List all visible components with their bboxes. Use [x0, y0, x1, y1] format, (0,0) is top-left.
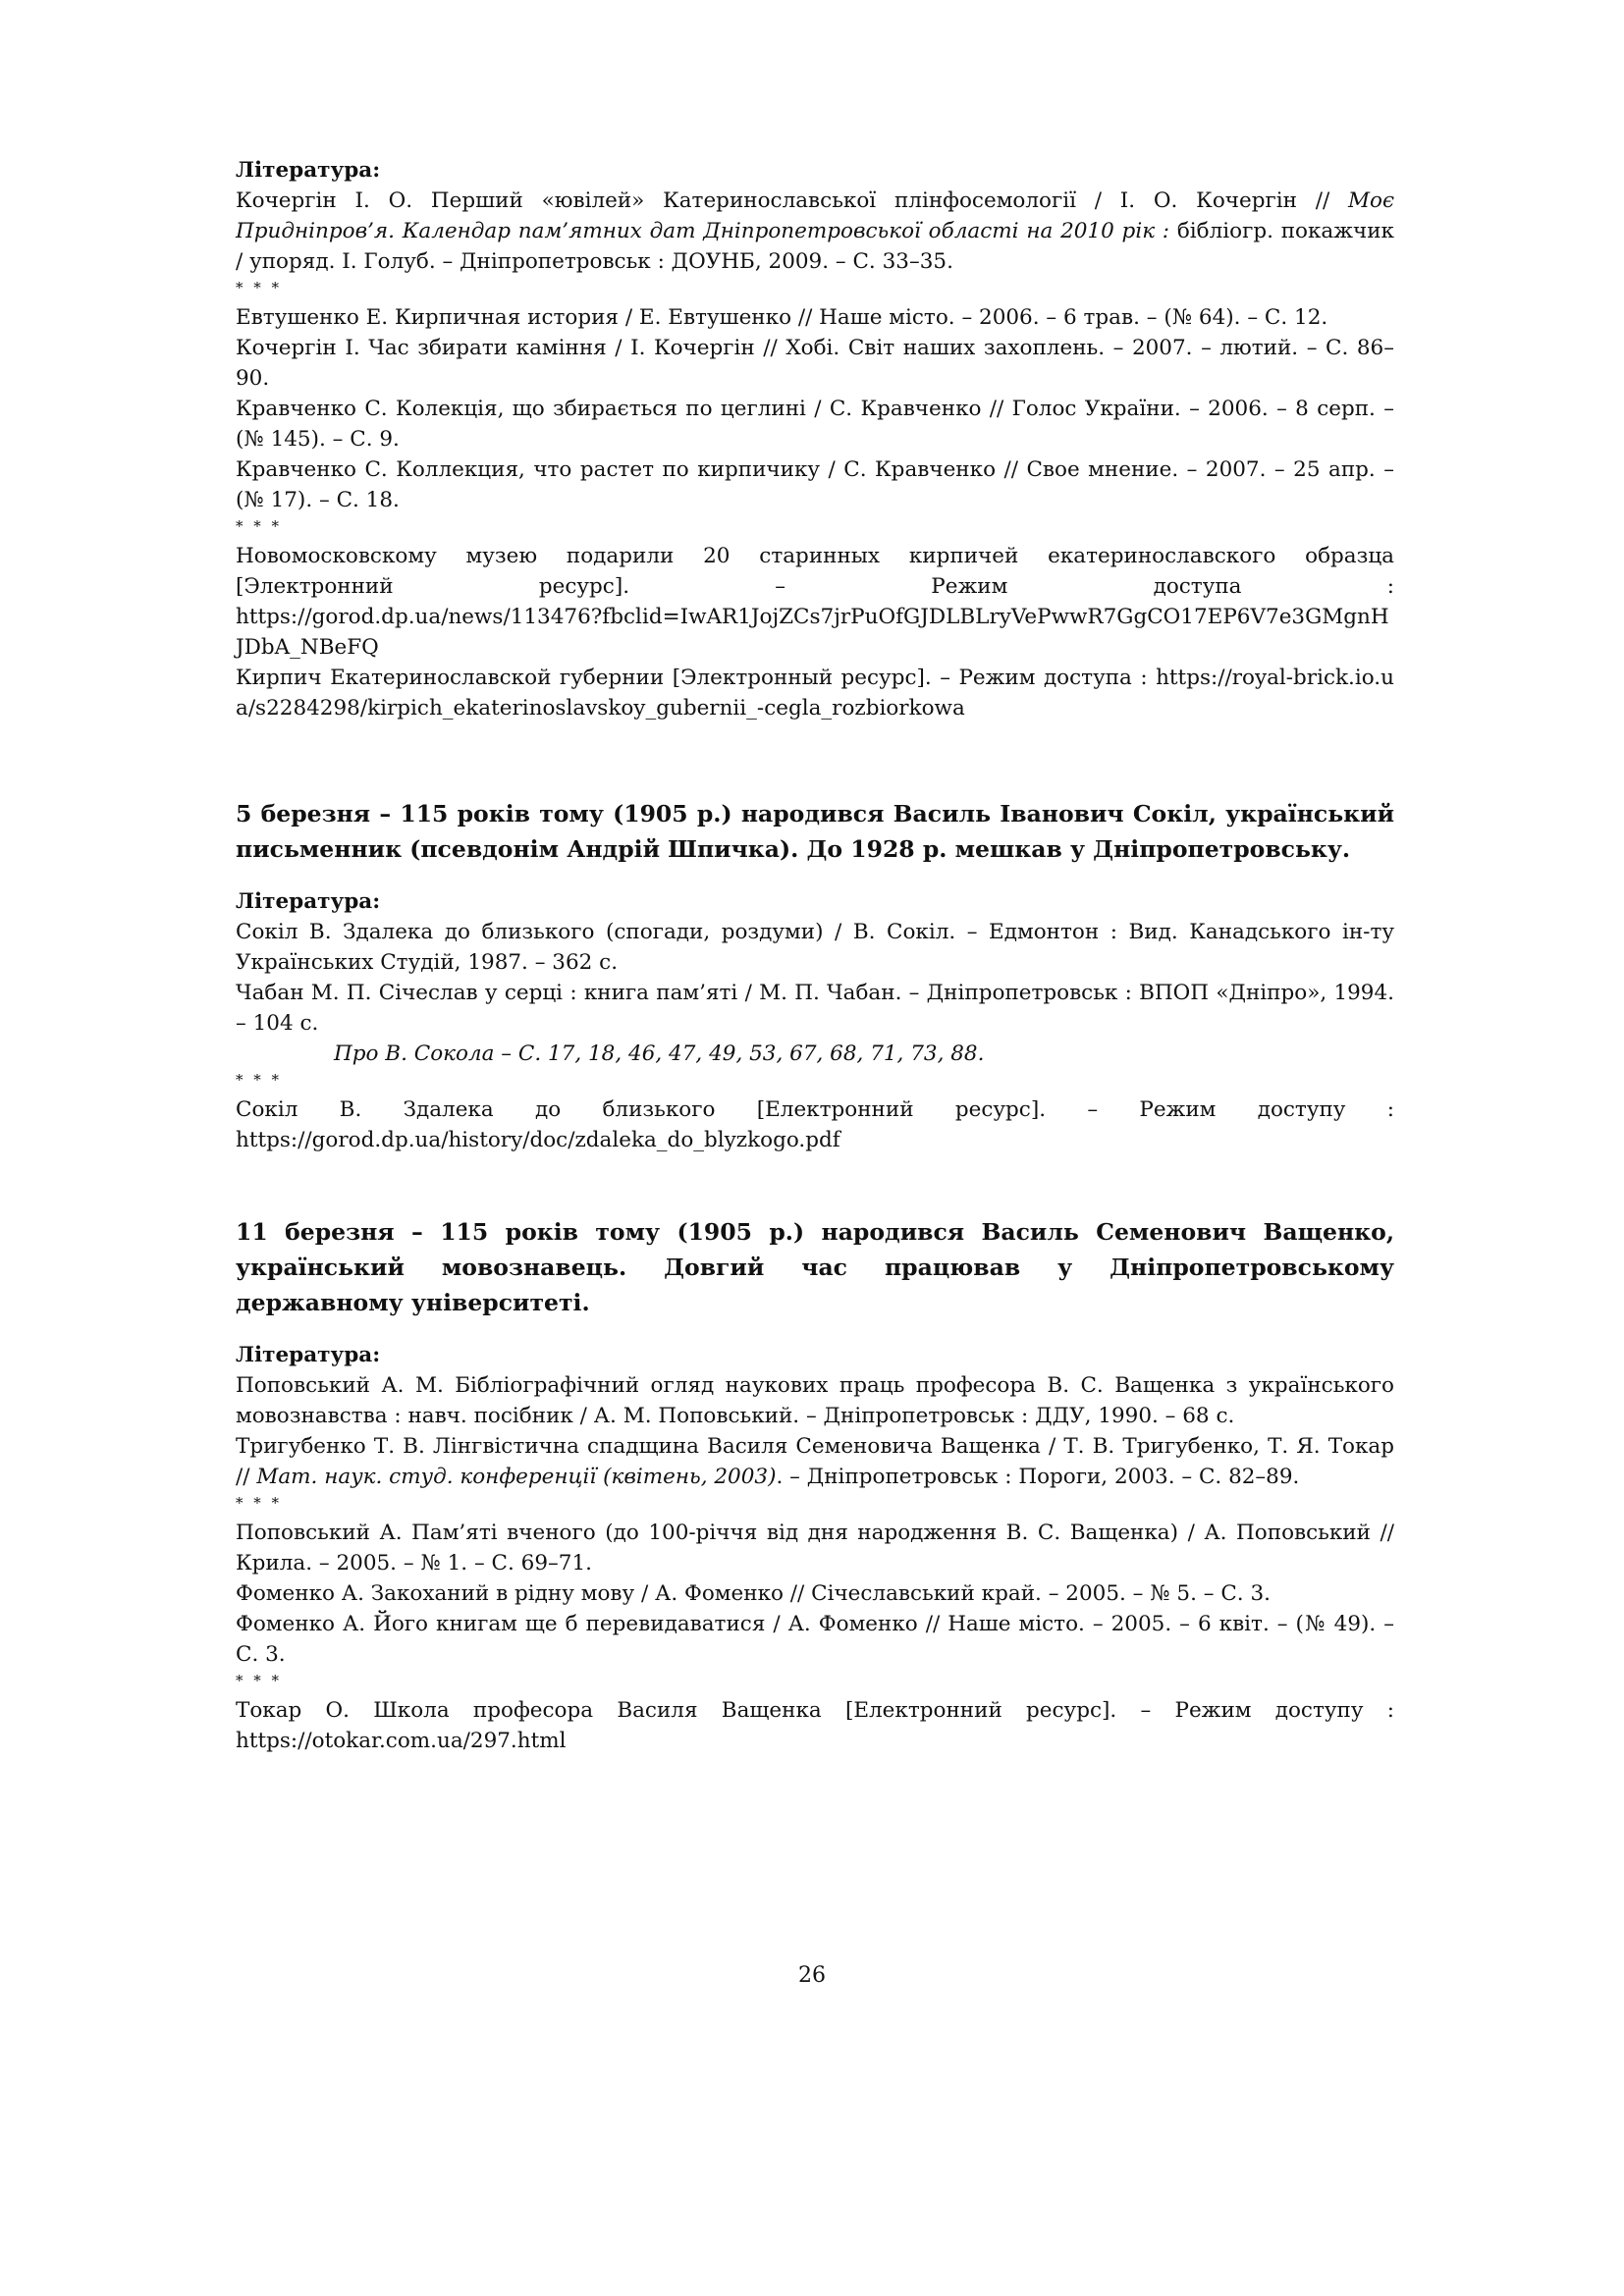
separator-stars: * * * [236, 517, 283, 535]
bibliography-link[interactable]: https://gorod.dp.ua/history/doc/zdaleka_do_blyzkogo.pdf [236, 1128, 840, 1152]
bibliography-entry: Новомосковскому музею подарили 20 старинных кирпичей екатеринославского образца [Электронний ресурс]. – Режим доступа : [236, 544, 1394, 599]
bibliography-entry: Сокіл В. Здалека до близького (спогади, роздуми) / В. Сокіл. – Едмонтон : Вид. Канадського ін-ту Українських Студій, 1987. – 362 с. [236, 920, 1394, 975]
entry-italic-text: Моє Придніпров’я. Календар пам’ятних дат Дніпропетровської області на 2010 рік : [236, 188, 1394, 243]
bibliography-entry [236, 186, 1394, 277]
separator-stars: * * * [236, 1494, 283, 1512]
separator-stars: * * * [236, 1071, 283, 1089]
bibliography-entry [236, 1431, 1394, 1492]
entry-text: бібліогр. покажчик / упоряд. І. Голуб. – Дніпропетровськ : ДОУНБ, 2009. – С. 33–35. [236, 219, 1394, 274]
bibliography-entry: Сокіл В. Здалека до близького [Електронний ресурс]. – Режим доступу : [236, 1097, 1394, 1122]
bibliography-entry: Чабан М. П. Січеслав у серці : книга пам’яті / М. П. Чабан. – Дніпропетровськ : ВПОП «Дніпро», 1994. – 104 с. [236, 981, 1394, 1036]
bibliography-entry: Фоменко А. Його книгам ще б перевидаватися / А. Фоменко // Наше місто. – 2005. – 6 квіт. – (№ 49). – С. 3. [236, 1612, 1394, 1667]
bibliography-entry: Евтушенко Е. Кирпичная история / Е. Евтушенко // Наше місто. – 2006. – 6 трав. – (№ 64). – С. 12. [236, 305, 1328, 330]
bibliography-entry: Кочергін І. Час збирати каміння / І. Кочергін // Хобі. Світ наших захоплень. – 2007. – лютий. – С. 86–90. [236, 336, 1394, 391]
bibliography-entry: Токар О. Школа професора Василя Ващенка [Електронний ресурс]. – Режим доступу : [236, 1698, 1394, 1723]
literature-label: Література: [236, 889, 381, 914]
entry-text: . – Дніпропетровськ : Пороги, 2003. – С. 82–89. [776, 1465, 1300, 1489]
separator-stars: * * * [236, 279, 283, 296]
bibliography-link[interactable]: https://gorod.dp.ua/news/113476?fbclid=IwAR1JojZCs7jrPuOfGJDLBLryVePwwR7GgCO17EP6V7e3GMgnHJDbA_NBeFQ [236, 605, 1389, 660]
bibliography-entry: Кирпич Екатеринославской губернии [Электронный ресурс]. – Режим доступа : https://royal-brick.io.ua/s2284298/kirpich_ekaterinoslavskoy_gubernii_-cegla_rozbiorkowa [236, 666, 1394, 721]
bibliography-entry: Кравченко С. Коллекция, что растет по кирпичику / С. Кравченко // Свое мнение. – 2007. – 25 апр. – (№ 17). – С. 18. [236, 457, 1394, 512]
section-heading: 5 березня – 115 років тому (1905 р.) народився Василь Іванович Сокіл, український письменник (псевдонім Андрій Шпичка). До 1928 р. мешкав у Дніпропетровську. [236, 800, 1394, 863]
bibliography-note: Про В. Сокола – С. 17, 18, 46, 47, 49, 53, 67, 68, 71, 73, 88. [334, 1041, 985, 1066]
entry-italic-text: Мат. наук. студ. конференції (квітень, 2003) [256, 1465, 777, 1489]
separator-stars: * * * [236, 1672, 283, 1689]
bibliography-entry: Фоменко А. Закоханий в рідну мову / А. Фоменко // Січеславський край. – 2005. – № 5. – С. 3. [236, 1581, 1271, 1606]
bibliography-entry: Кравченко С. Колекція, що збирається по цеглині / С. Кравченко // Голос України. – 2006. – 8 серп. – (№ 145). – С. 9. [236, 397, 1394, 452]
document-page [236, 155, 1394, 1756]
entry-text: Тригубенко Т. В. Лінгвістична спадщина Василя Семеновича Ващенка / Т. В. Тригубенко, Т. Я. Токар // [236, 1434, 1394, 1489]
literature-label: Література: [236, 1343, 381, 1367]
bibliography-link[interactable]: https://otokar.com.ua/297.html [236, 1729, 567, 1753]
bibliography-entry: Поповський А. М. Бібліографічний огляд наукових праць професора В. С. Ващенка з українського мовознавства : навч. посібник / А. М. Поповський. – Дніпропетровськ : ДДУ, 1990. – 68 с. [236, 1373, 1394, 1428]
page-number: 26 [798, 1963, 826, 1988]
entry-text: Кочергін І. О. Перший «ювілей» Катеринославської плінфосемології / І. О. Кочергін // [236, 188, 1348, 213]
section-heading: 11 березня – 115 років тому (1905 р.) народився Василь Семенович Ващенко, український мовознавець. Довгий час працював у Дніпропетровському державному університеті. [236, 1218, 1394, 1316]
bibliography-entry: Поповський А. Пам’яті вченого (до 100-річчя від дня народження В. С. Ващенка) / А. Поповський // Крила. – 2005. – № 1. – С. 69–71. [236, 1521, 1394, 1575]
literature-label: Література: [236, 158, 381, 183]
